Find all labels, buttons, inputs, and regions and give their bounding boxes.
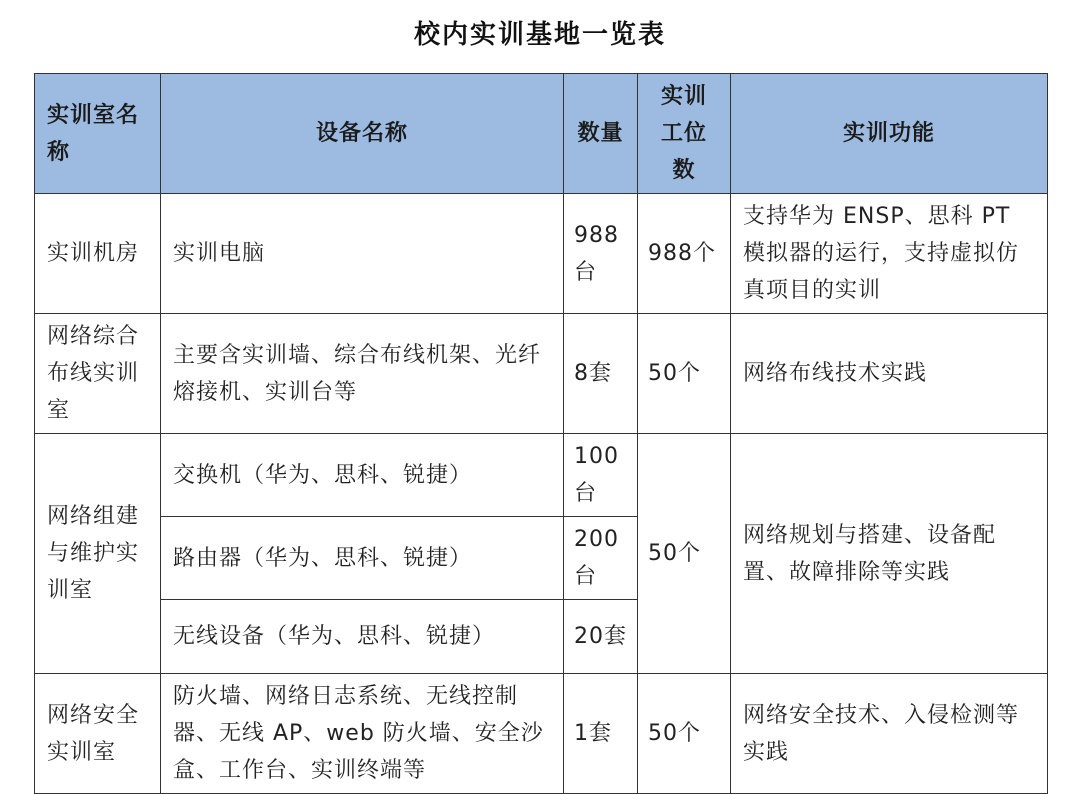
stations-cell: 50个 <box>638 434 731 674</box>
quantity-cell: 100台 <box>564 434 638 517</box>
quantity-cell: 8套 <box>564 314 638 434</box>
equipment-cell: 实训电脑 <box>161 194 564 314</box>
table-row <box>35 194 1048 314</box>
header-stations: 实训工位数 <box>638 74 731 194</box>
equipment-cell: 主要含实训墙、综合布线机架、光纤熔接机、实训台等 <box>161 314 564 434</box>
function-cell: 网络规划与搭建、设备配置、故障排除等实践 <box>731 434 1048 674</box>
header-room: 实训室名称 <box>35 74 161 194</box>
function-cell: 网络布线技术实践 <box>731 314 1048 434</box>
header-quantity: 数量 <box>564 74 638 194</box>
equipment-cell: 路由器（华为、思科、锐捷） <box>161 517 564 600</box>
stations-cell: 50个 <box>638 314 731 434</box>
function-cell: 支持华为 ENSP、思科 PT 模拟器的运行，支持虚拟仿真项目的实训 <box>731 194 1048 314</box>
quantity-cell: 988台 <box>564 194 638 314</box>
header-function: 实训功能 <box>731 74 1048 194</box>
table-row <box>35 314 1048 434</box>
header-equipment: 设备名称 <box>161 74 564 194</box>
room-cell: 网络综合布线实训室 <box>35 314 161 434</box>
quantity-cell: 20套 <box>564 600 638 674</box>
equipment-cell: 交换机（华为、思科、锐捷） <box>161 434 564 517</box>
room-cell: 网络安全实训室 <box>35 674 161 794</box>
stations-cell: 988个 <box>638 194 731 314</box>
table-row <box>35 434 1048 517</box>
stations-cell: 50个 <box>638 674 731 794</box>
room-cell: 网络组建与维护实训室 <box>35 434 161 674</box>
function-cell: 网络安全技术、入侵检测等实践 <box>731 674 1048 794</box>
equipment-cell: 防火墙、网络日志系统、无线控制器、无线 AP、web 防火墙、安全沙盒、工作台、实训终端等 <box>161 674 564 794</box>
header-row <box>35 74 1048 194</box>
quantity-cell: 1套 <box>564 674 638 794</box>
quantity-cell: 200台 <box>564 517 638 600</box>
equipment-cell: 无线设备（华为、思科、锐捷） <box>161 600 564 674</box>
training-base-table <box>34 73 1048 794</box>
page-title: 校内实训基地一览表 <box>413 20 666 50</box>
table-row <box>35 674 1048 794</box>
room-cell: 实训机房 <box>35 194 161 314</box>
